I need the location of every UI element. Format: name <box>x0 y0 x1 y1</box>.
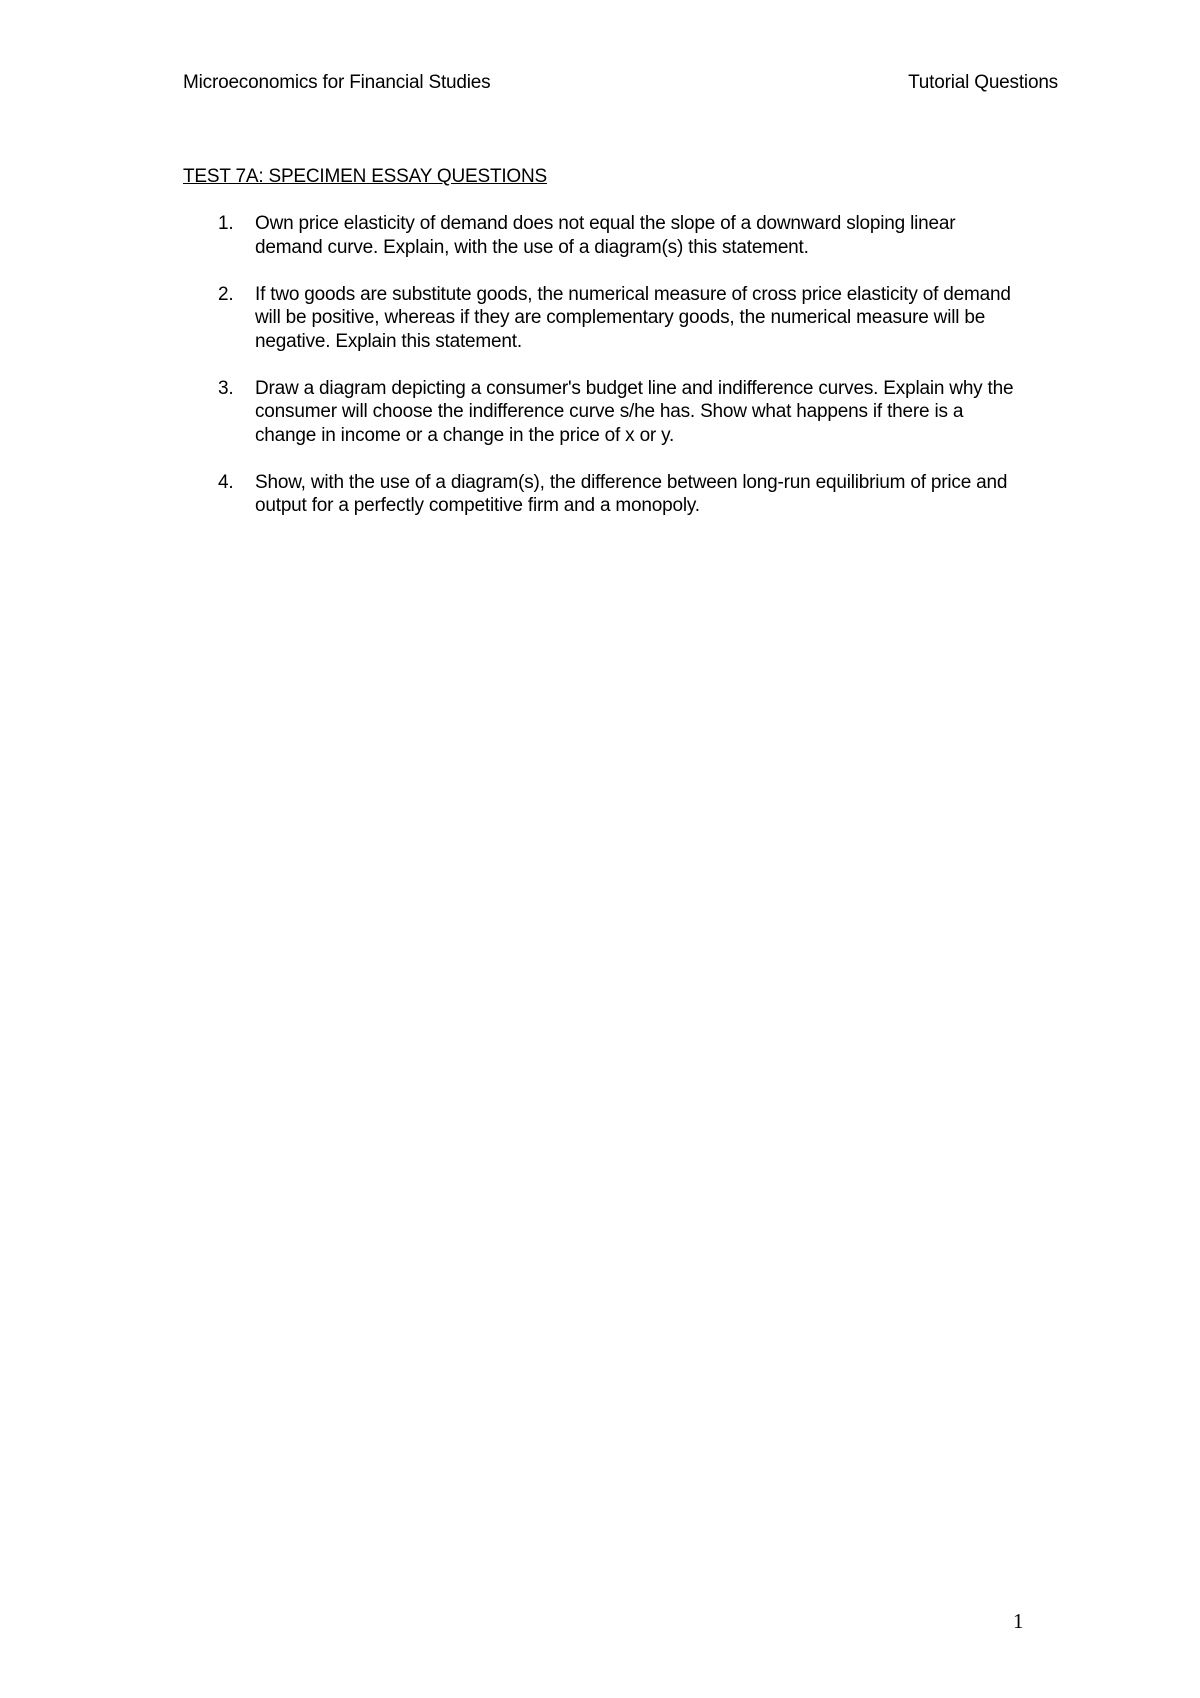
question-number: 3. <box>218 377 234 399</box>
question-text: Draw a diagram depicting a consumer's budget line and indifference curves. Explain why the consumer will choose the indifference curve s/he has. Show what happens if there is a change in income or a change in the price of x or y. <box>255 377 1014 446</box>
question-text: Show, with the use of a diagram(s), the difference between long-run equilibrium of price and output for a perfectly competitive firm and a monopoly. <box>255 471 1008 516</box>
question-item <box>183 212 1023 259</box>
question-number: 4. <box>218 471 234 493</box>
question-number: 1. <box>218 213 234 234</box>
page-number: 1 <box>1013 1609 1024 1633</box>
question-text: Own price elasticity of demand does not equal the slope of a downward sloping linear demand curve. Explain, with the use of a diagram(s) this statement. <box>255 213 956 258</box>
question-item <box>183 471 1023 518</box>
question-item <box>183 377 1023 448</box>
document-title: TEST 7A: SPECIMEN ESSAY QUESTIONS <box>183 166 548 187</box>
header-course-title: Microeconomics for Financial Studies <box>183 72 491 93</box>
question-item <box>183 283 1023 354</box>
question-number: 2. <box>218 283 234 305</box>
question-text: If two goods are substitute goods, the numerical measure of cross price elasticity of demand will be positive, whereas if they are complementary goods, the numerical measure will be negative. Explain this statement. <box>255 283 1011 352</box>
header-document-type: Tutorial Questions <box>908 72 1058 93</box>
question-list <box>183 212 1023 541</box>
